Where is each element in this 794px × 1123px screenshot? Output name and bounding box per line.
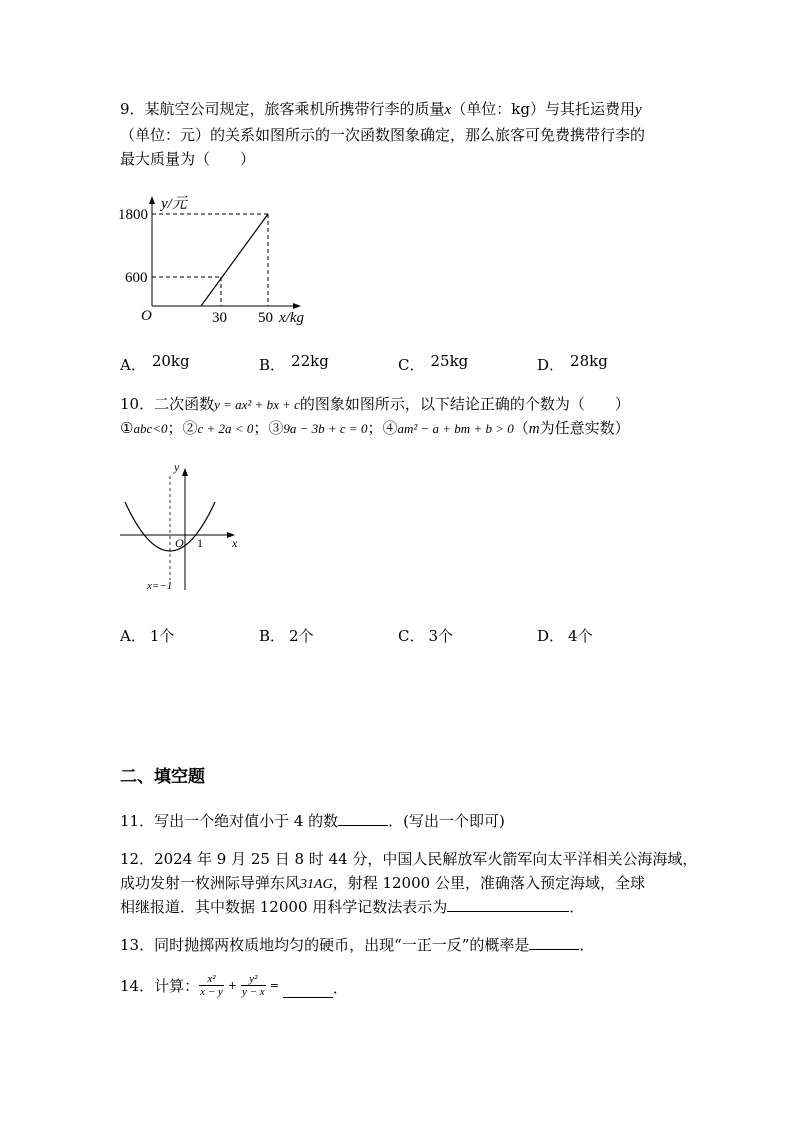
q9-line3: 最大质量为（ ） (120, 150, 256, 168)
q9-var-x: x (444, 102, 452, 118)
q12-line3 (120, 896, 584, 917)
q9-y-arrow (149, 196, 155, 204)
q9-tick-1800: 1800 (118, 207, 148, 223)
q14 (120, 973, 348, 998)
q10-prefix: 10．二次函数 (120, 395, 215, 413)
q14-prefix: 14．计算： (120, 977, 200, 995)
q10-statement-2: c + 2a < 0 (197, 421, 254, 436)
q9-origin: O (141, 308, 152, 324)
q10-statement-3: 9a − 3b + c = 0 (283, 421, 368, 436)
q12-line2 (120, 872, 645, 893)
q12-line1: 12．2024 年 9 月 25 日 8 时 44 分，中国人民解放军火箭军向太平洋相关公海海域， (120, 850, 698, 868)
q9-unit-close: ）与其托运费用 (529, 100, 635, 118)
q9-function-line (201, 214, 268, 306)
q14-suffix: ． (332, 979, 348, 997)
q9-var-y: y (634, 102, 642, 118)
q12-line2-suffix: ，射程 12000 公里，准确落入预定海域，全球 (332, 874, 645, 892)
q10-tail-open: （ (513, 419, 529, 437)
q9-option-b[interactable] (259, 354, 329, 375)
q12-line3-prefix: 相继报道．其中数据 12000 用科学记数法表示为 (120, 898, 448, 916)
q10-y-label: y (174, 460, 180, 474)
q10-option-a[interactable] (120, 625, 174, 646)
q14-equals: = (269, 979, 279, 992)
q11-text: 11．写出一个绝对值小于 4 的数 (120, 812, 339, 830)
q10-axis-label: x=−1 (147, 580, 173, 592)
q9-option-a[interactable] (120, 354, 190, 375)
q10-statements (120, 417, 630, 438)
q9-x-label: x/kg (279, 310, 304, 326)
option-letter: D． (537, 627, 565, 645)
q10-option-c[interactable] (398, 625, 453, 646)
option-value: 2个 (289, 627, 314, 645)
option-letter: B． (259, 356, 286, 374)
q10-statement-1: abc<0 (133, 421, 168, 436)
q14-f1-denominator: x − y (200, 986, 223, 998)
q9-x-arrow (293, 303, 301, 309)
q10-line1 (120, 393, 630, 414)
q9-line1 (120, 98, 642, 119)
q14-f2-numerator: y² (241, 973, 266, 986)
q13-text: 13．同时抛掷两枚质地均匀的硬币，出现“一正一反”的概率是 (120, 936, 530, 954)
q13-answer-blank[interactable] (529, 935, 579, 950)
q10-y-arrow (182, 468, 188, 476)
q9-tick-600: 600 (125, 270, 148, 286)
q14-plus: + (227, 979, 237, 992)
q9-unit-open: （单位： (451, 100, 512, 118)
option-letter: D． (537, 356, 565, 374)
q14-fraction-1 (199, 973, 224, 998)
option-value: 3个 (428, 627, 454, 645)
q10-option-b[interactable] (259, 625, 314, 646)
q14-f1-numerator: x² (199, 973, 224, 986)
option-letter: B． (259, 627, 286, 645)
q10-tick-one: 1 (197, 536, 203, 550)
q12-answer-blank[interactable] (447, 897, 569, 912)
option-value: 4个 (568, 627, 593, 645)
option-value: 1个 (149, 627, 175, 645)
option-value: 28kg (570, 352, 608, 370)
q14-answer-blank[interactable] (283, 983, 333, 998)
q10-mark-2: ；② (167, 419, 198, 437)
q12-line3-suffix: ． (569, 898, 585, 916)
q10-graph (115, 458, 245, 596)
q10-mark-1: ① (120, 419, 134, 437)
q10-mark-4: ；④ (367, 419, 398, 437)
q10-origin: O (175, 536, 184, 550)
option-value: 22kg (291, 352, 329, 370)
q10-statement-4: am² − a + bm + b > 0 (397, 421, 514, 436)
option-letter: C． (398, 627, 425, 645)
q14-f2-denominator: y − x (242, 986, 265, 998)
option-letter: C． (398, 356, 425, 374)
q13 (120, 934, 594, 955)
option-letter: A． (120, 627, 146, 645)
q10-option-d[interactable] (537, 625, 593, 646)
q14-fraction-2 (241, 973, 266, 998)
q12-line2-prefix: 成功发射一枚洲际导弹东风 (120, 874, 301, 892)
q13-suffix: ． (579, 936, 595, 954)
q10-equation: y = ax² + bx + c (214, 397, 300, 412)
q11 (120, 810, 505, 831)
q10-tail-var: m (528, 421, 540, 437)
q9-tick-50: 50 (258, 310, 273, 326)
q10-mark-3: ；③ (253, 419, 284, 437)
q12-missile-name: 31AG (300, 877, 333, 892)
q9-tick-30: 30 (212, 310, 227, 326)
q10-suffix: 的图象如图所示，以下结论正确的个数为（ ） (299, 395, 630, 413)
option-value: 25kg (430, 352, 469, 370)
q9-option-d[interactable] (537, 354, 608, 375)
q11-answer-blank[interactable] (338, 811, 388, 826)
q10-x-label: x (232, 536, 238, 550)
section-title: 二、填空题 (120, 767, 205, 787)
option-value: 20kg (151, 352, 190, 370)
option-letter: A． (120, 356, 146, 374)
q9-graph (115, 188, 325, 330)
q9-y-label: y/元 (161, 196, 187, 212)
q9-unit-kg: kg (511, 100, 530, 118)
q9-option-c[interactable] (398, 354, 468, 375)
q11-suffix: ．(写出一个即可) (388, 812, 505, 830)
q9-text-1: 9．某航空公司规定，旅客乘机所携带行李的质量 (120, 100, 445, 118)
q10-tail-close: 为任意实数） (539, 419, 630, 437)
q9-line2: （单位：元）的关系如图所示的一次函数图象确定，那么旅客可免费携带行李的 (120, 126, 646, 144)
